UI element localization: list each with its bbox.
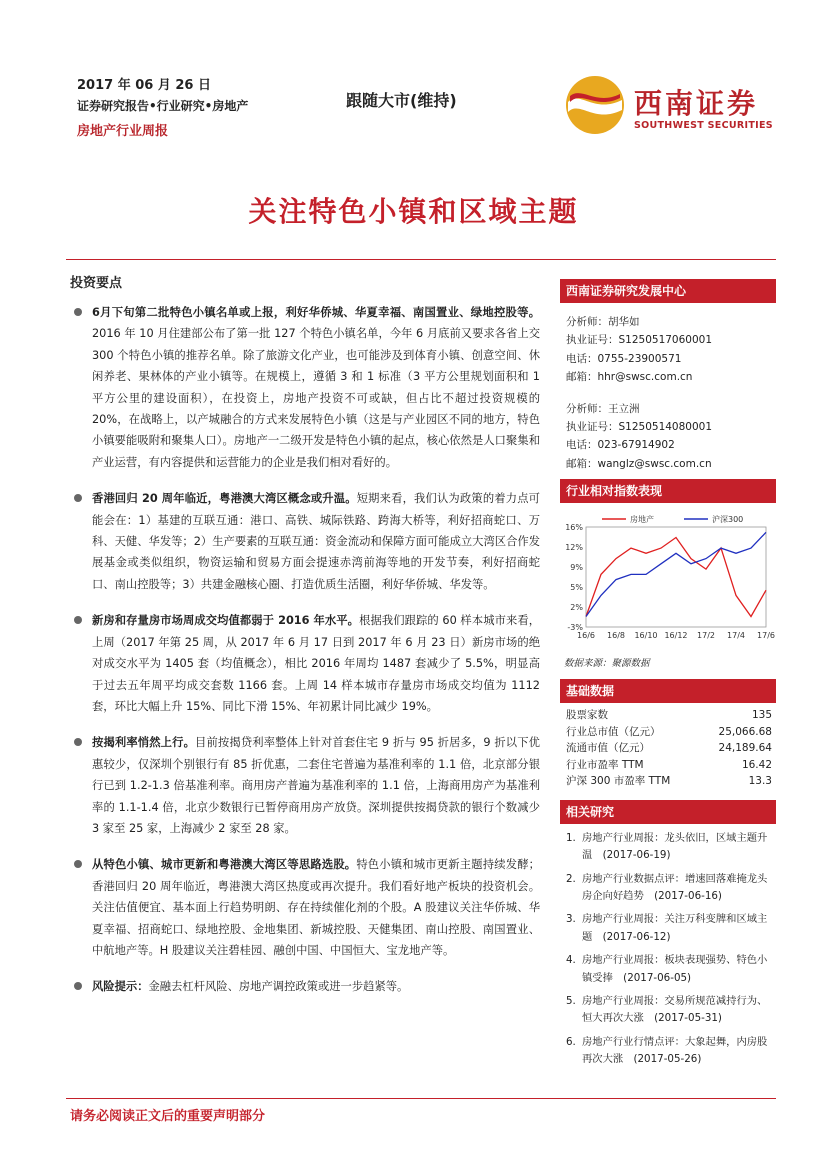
row-label: 流通市值（亿元） <box>566 742 650 755</box>
x-tick-label: 17/2 <box>697 631 715 641</box>
list-item <box>70 488 540 595</box>
x-tick-label: 17/6 <box>757 631 775 641</box>
row-label: 沪深 300 市盈率 TTM <box>566 775 671 788</box>
analyst-email[interactable]: 邮箱：wanglz@swsc.com.cn <box>566 457 712 470</box>
bullet-body: 2016 年 10 月住建部公布了第一批 127 个特色小镇名单，今年 6 月底前又要求各省上交 300 个特色小镇的推荐名单。除了旅游文化产业，也可能涉及到体育小镇、创意空间、休闲养老、果林体的产业小镇等。在规模上，遵循 3 和 1 标准（3 平方公里规划面积和 1 平方公里的建设面积），在投资上，房地产投资不可或缺，但占比不超过投资规模的 20%，在战略上，以产城融合的方式来发展特色小镇（这是与产业园区不同的地方，特色小镇要能吸附和聚集人口）。房地产一二级开发是特色小镇的起点，核心依然是人口聚集和产业运营，有内容提供和运营能力的企业是我们相对看好的。 <box>92 327 540 469</box>
related-item[interactable] <box>560 952 776 987</box>
logo-emblem-icon <box>564 74 626 136</box>
bullet-dot-icon <box>74 982 82 990</box>
chart-heading: 行业相对指数表现 <box>560 479 776 503</box>
table-row <box>560 740 776 757</box>
rating: 跟随大市(维持) <box>346 91 457 110</box>
legend-label: 沪深300 <box>712 515 744 525</box>
bullet-body: 金融去杠杆风险、房地产调控政策或进一步趋紧等。 <box>148 980 409 994</box>
bullet-body: 短期来看，我们认为政策的着力点可能会在：1）基建的互联互通：港口、高铁、城际铁路、跨海大桥等，利好招商蛇口、万科、天健、华发等；2）生产要素的互联互通：资金流动和保障方面可能成立大湾区合作发展基金或类似组织，物资运输和贸易方面会提速赤湾前海等地的开发节奏，利好招商蛇口、南山控股等；3）共建金融核心圈、打造优质生活圈，利好华侨城、华发等。 <box>92 492 540 591</box>
footer-divider <box>66 1098 776 1099</box>
chart-source: 数据来源：聚源数据 <box>564 658 650 670</box>
analyst-phone: 电话：0755-23900571 <box>566 352 682 365</box>
bullet-lead: 从特色小镇、城市更新和粤港澳大湾区等思路选股。 <box>92 858 357 872</box>
row-value: 13.3 <box>748 775 772 788</box>
analyst-email[interactable]: 邮箱：hhr@swsc.com.cn <box>566 371 693 384</box>
research-center-heading: 西南证券研究发展中心 <box>560 279 776 303</box>
bullet-body: 特色小镇和城市更新主题持续发酵；香港回归 20 周年临近，粤港澳大湾区热度或再次提升。我们看好地产板块的投资机会。关注估值便宜、基本面上行趋势明朗、存在持续催化剂的个股。A 股建议关注华侨城、华夏幸福、招商蛇口、绿地控股、金地集团、新城控股、天健集团、南山控股、南国置业、中航地产等。H 股建议关注碧桂园、融创中国、中国恒大、宝龙地产等。 <box>92 858 540 957</box>
y-tick-label: -3% <box>567 623 583 633</box>
related-num: 3. <box>566 913 576 926</box>
related-num: 5. <box>566 995 576 1007</box>
list-item <box>70 610 540 717</box>
analyst-name: 分析师：胡华如 <box>566 316 640 328</box>
title-divider <box>66 259 776 260</box>
list-item <box>70 976 540 997</box>
series-line-0 <box>586 538 766 617</box>
list-item <box>70 732 540 839</box>
related-item[interactable] <box>560 830 776 865</box>
related-num: 1. <box>566 831 576 844</box>
row-label: 行业总市值（亿元） <box>566 725 661 738</box>
chart-frame <box>586 527 766 627</box>
related-item[interactable] <box>560 993 776 1028</box>
bullet-lead: 香港回归 20 周年临近，粤港澳大湾区概念或升温。 <box>92 492 357 506</box>
analyst-license: 执业证号：S1250517060001 <box>566 334 713 347</box>
bullet-dot-icon <box>74 860 82 868</box>
bullet-body: 根据我们跟踪的 60 样本城市来看，上周（2017 年第 25 周，从 2017 年 6 月 17 日到 2017 年 6 月 23 日）新房市场的绝对成交水平为 1405 套（均值概念），相比 2016 年周均 1487 套减少了 5.5%，明显高于过去五年周平均成交套数 1166 套。上周 14 样本城市存量房市场成交均值为 1112 套，环比大幅上升 15%、同比下滑 15%、年初累计同比减少 19%。 <box>92 614 541 713</box>
related-num: 6. <box>566 1035 576 1048</box>
x-tick-label: 17/4 <box>727 631 745 641</box>
basic-data-table <box>560 703 776 790</box>
related-text: 房地产行业周报：交易所规范减持行为、恒大再次大涨 (2017-05-31) <box>582 995 768 1025</box>
related-item[interactable] <box>560 911 776 946</box>
report-type: 证券研究报告•行业研究•房地产 <box>77 99 249 113</box>
sidebar <box>560 279 776 1069</box>
row-value: 24,189.64 <box>718 742 772 755</box>
analyst-name: 分析师：王立洲 <box>566 402 640 415</box>
logo-en-text: SOUTHWEST SECURITIES <box>634 120 773 131</box>
related-item[interactable] <box>560 1034 776 1069</box>
list-item <box>70 854 540 961</box>
analyst-license: 执业证号：S1250514080001 <box>566 421 713 434</box>
table-row <box>560 773 776 790</box>
bullet-lead: 6月下旬第二批特色小镇名单或上报，利好华侨城、华夏幸福、南国置业、绿地控股等。 <box>92 306 540 319</box>
related-research-heading: 相关研究 <box>560 800 776 824</box>
report-date: 2017 年 06 月 26 日 <box>77 78 211 93</box>
related-num: 4. <box>566 954 576 967</box>
analyst-phone: 电话：023-67914902 <box>566 439 675 452</box>
x-tick-label: 16/12 <box>664 631 688 641</box>
bullet-lead: 风险提示： <box>92 980 149 994</box>
row-value: 135 <box>751 709 772 722</box>
y-tick-label: 16% <box>565 523 583 533</box>
y-tick-label: 9% <box>570 563 583 573</box>
related-research-list <box>560 830 776 1069</box>
bullet-body: 目前按揭贷利率整体上针对首套住宅 9 折与 95 折居多，9 折以下优惠较少，仅深圳个别银行有 85 折优惠，二套住宅普遍为基准利率的 1.1 倍，北京部分银行已到 1.2-1.3 倍基准利率。商用房产普遍为基准利率的 1.1 倍，上海商用房产为基准利率的 1.1-1.4 倍，北京少数银行已暂停商用房产放贷。深圳提供按揭贷款的银行个数减少 3 家至 25 家，上海减少 2 家至 28 家。 <box>92 736 540 835</box>
table-row <box>560 757 776 774</box>
legend-label: 房地产 <box>630 515 654 525</box>
x-tick-label: 16/8 <box>607 631 625 641</box>
row-label: 股票家数 <box>566 709 608 722</box>
list-item <box>70 302 540 473</box>
related-item[interactable] <box>560 871 776 906</box>
company-logo <box>564 70 784 140</box>
table-row <box>560 724 776 741</box>
series-line-1 <box>586 533 766 617</box>
bullet-lead: 新房和存量房市场周成交均值都弱于 2016 年水平。 <box>92 614 360 628</box>
analyst-list <box>560 303 776 479</box>
row-value: 25,066.68 <box>718 725 772 738</box>
y-tick-label: 12% <box>565 543 583 553</box>
bullet-dot-icon <box>74 308 82 316</box>
investment-highlights <box>70 272 540 1013</box>
index-chart <box>560 509 776 669</box>
row-label: 行业市盈率 TTM <box>566 758 644 771</box>
related-text: 房地产行业周报：板块表现强势、特色小镇受捧 (2017-06-05) <box>582 954 768 984</box>
page-title: 关注特色小镇和区域主题 <box>248 195 579 228</box>
x-tick-label: 16/6 <box>577 631 595 641</box>
chart-svg <box>560 509 776 649</box>
row-value: 16.42 <box>741 758 772 771</box>
bullet-dot-icon <box>74 616 82 624</box>
y-tick-label: 2% <box>570 603 583 613</box>
related-text: 房地产行业周报：关注万科变牌和区域主题 (2017-06-12) <box>582 913 768 943</box>
related-text: 房地产行业行情点评：大象起舞，内房股再次大涨 (2017-05-26) <box>582 1035 768 1066</box>
bullet-lead: 按揭利率悄然上行。 <box>92 736 196 750</box>
related-text: 房地产行业数据点评：增速回落难掩龙头房企向好趋势 (2017-06-16) <box>582 872 768 902</box>
logo-cn-text: 西南证券 <box>634 87 759 120</box>
sector-weekly: 房地产行业周报 <box>77 124 169 139</box>
y-tick-label: 5% <box>570 583 583 593</box>
related-num: 2. <box>566 872 576 885</box>
investment-heading: 投资要点 <box>70 276 123 291</box>
x-tick-label: 16/10 <box>634 631 658 641</box>
footer-note: 请务必阅读正文后的重要声明部分 <box>70 1109 266 1124</box>
related-text: 房地产行业周报：龙头依旧，区域主题升温 (2017-06-19) <box>582 831 768 862</box>
basic-data-heading: 基础数据 <box>560 679 776 703</box>
bullet-dot-icon <box>74 738 82 746</box>
table-row <box>560 707 776 724</box>
bullet-dot-icon <box>74 494 82 502</box>
